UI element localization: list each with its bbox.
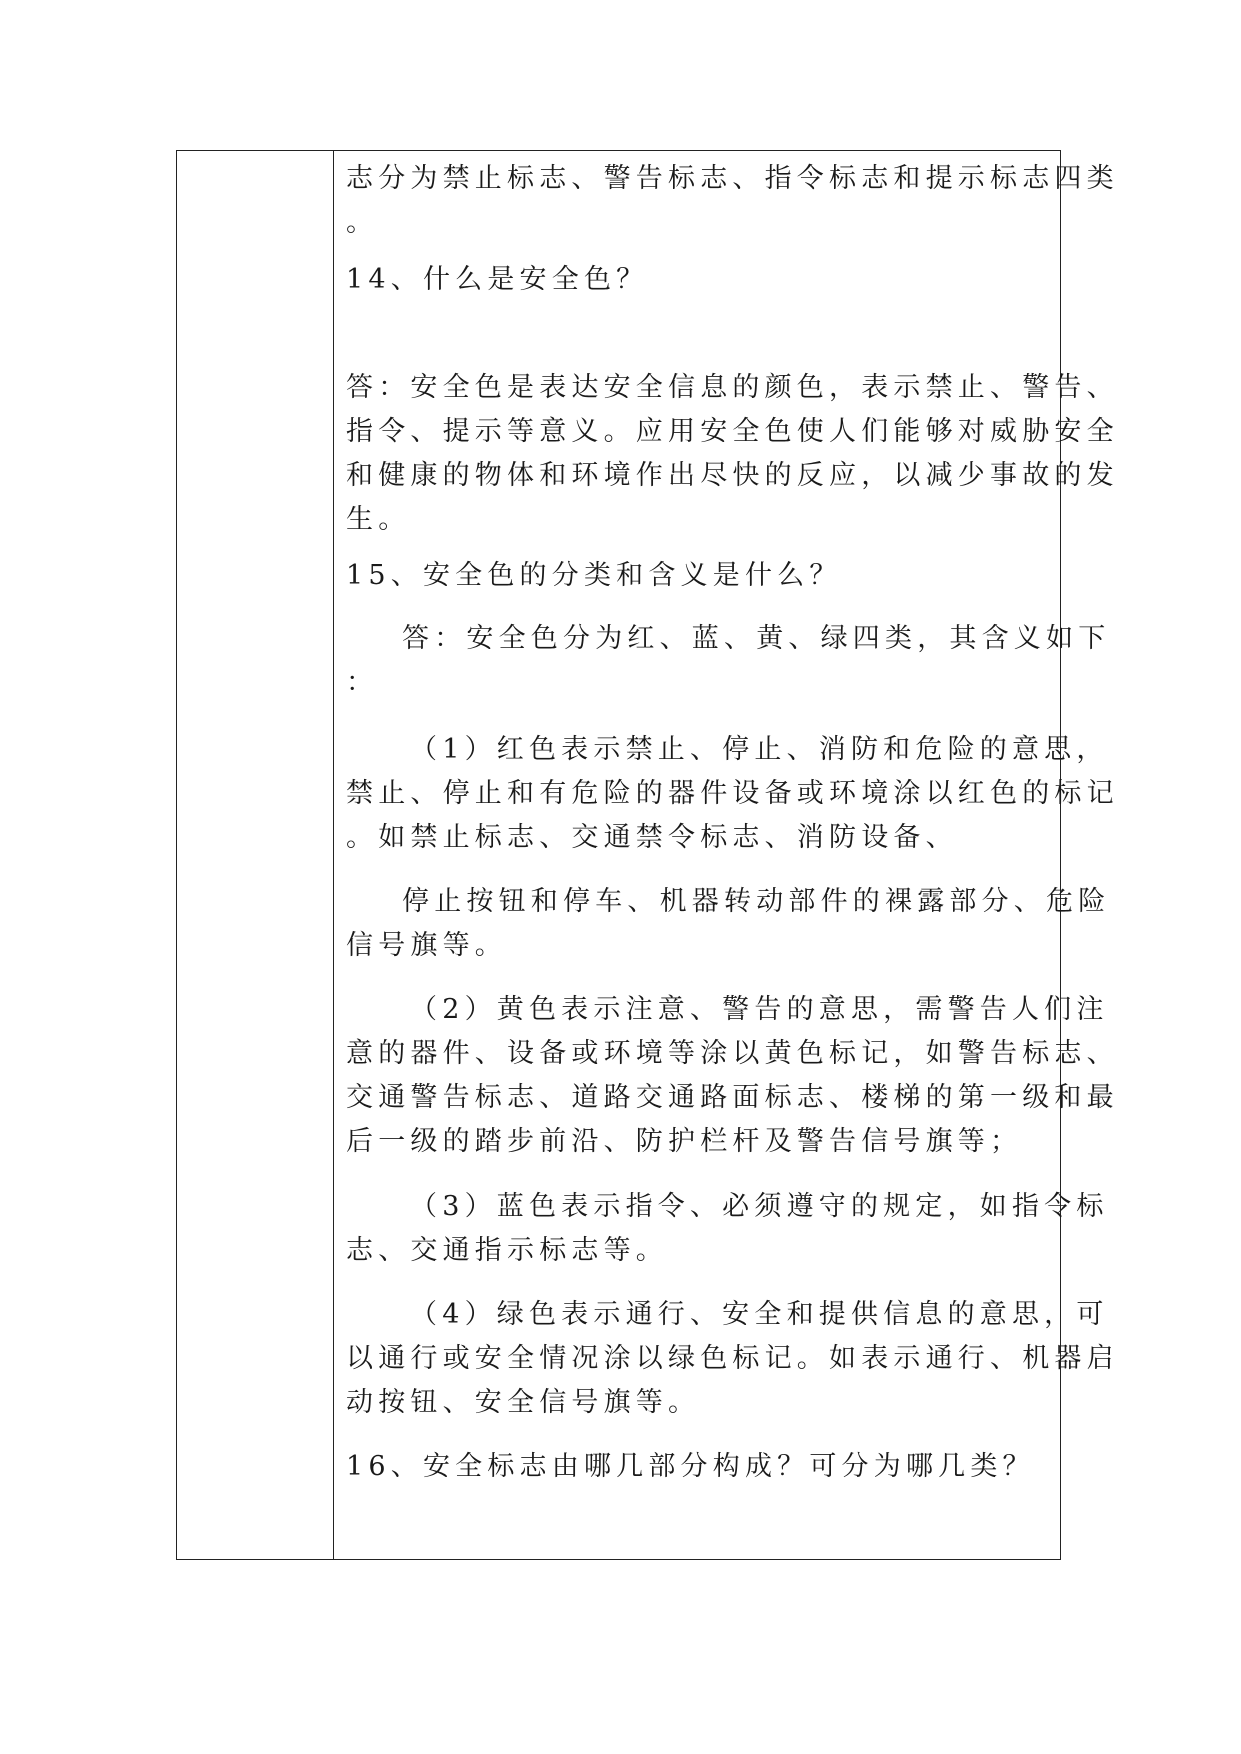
- text-line: 意的器件、设备或环境等涂以黄色标记，如警告标志、: [346, 1038, 1119, 1069]
- text-line: 以通行或安全情况涂以绿色标记。如表示通行、机器启: [346, 1343, 1119, 1374]
- text-line: （3）蓝色表示指令、必须遵守的规定，如指令标: [410, 1191, 1109, 1222]
- question-14: 14、什么是安全色？: [346, 264, 649, 295]
- table-left-cell: [177, 151, 333, 1559]
- text-line: 答：安全色分为红、蓝、黄、绿四类，其含义如下: [402, 623, 1111, 654]
- column-divider: [333, 151, 334, 1559]
- text-line: 生。: [346, 504, 411, 535]
- question-16: 16、安全标志由哪几部分构成？可分为哪几类？: [346, 1451, 1035, 1482]
- text-line: 禁止、停止和有危险的器件设备或环境涂以红色的标记: [346, 778, 1119, 809]
- text-line: 后一级的踏步前沿、防护栏杆及警告信号旗等；: [346, 1126, 1023, 1157]
- text-line: 。如禁止标志、交通禁令标志、消防设备、: [346, 822, 958, 853]
- text-line: 动按钮、安全信号旗等。: [346, 1387, 701, 1418]
- text-line: 答：安全色是表达安全信息的颜色，表示禁止、警告、: [346, 372, 1119, 403]
- text-line: 交通警告标志、道路交通路面标志、楼梯的第一级和最: [346, 1082, 1119, 1113]
- text-line: 指令、提示等意义。应用安全色使人们能够对威胁安全: [346, 416, 1119, 447]
- text-line: （4）绿色表示通行、安全和提供信息的意思，可: [410, 1299, 1109, 1330]
- text-line: （2）黄色表示注意、警告的意思，需警告人们注: [410, 994, 1109, 1025]
- text-line: 和健康的物体和环境作出尽快的反应，以减少事故的发: [346, 460, 1119, 491]
- text-line: 信号旗等。: [346, 930, 507, 961]
- text-line: 停止按钮和停车、机器转动部件的裸露部分、危险: [402, 886, 1111, 917]
- text-line: ：: [346, 667, 379, 698]
- text-line: 志、交通指示标志等。: [346, 1235, 668, 1266]
- text-line: （1）红色表示禁止、停止、消防和危险的意思，: [410, 734, 1109, 765]
- text-line: 志分为禁止标志、警告标志、指令标志和提示标志四类: [346, 163, 1119, 194]
- text-line: 。: [346, 207, 379, 238]
- question-15: 15、安全色的分类和含义是什么？: [346, 560, 842, 591]
